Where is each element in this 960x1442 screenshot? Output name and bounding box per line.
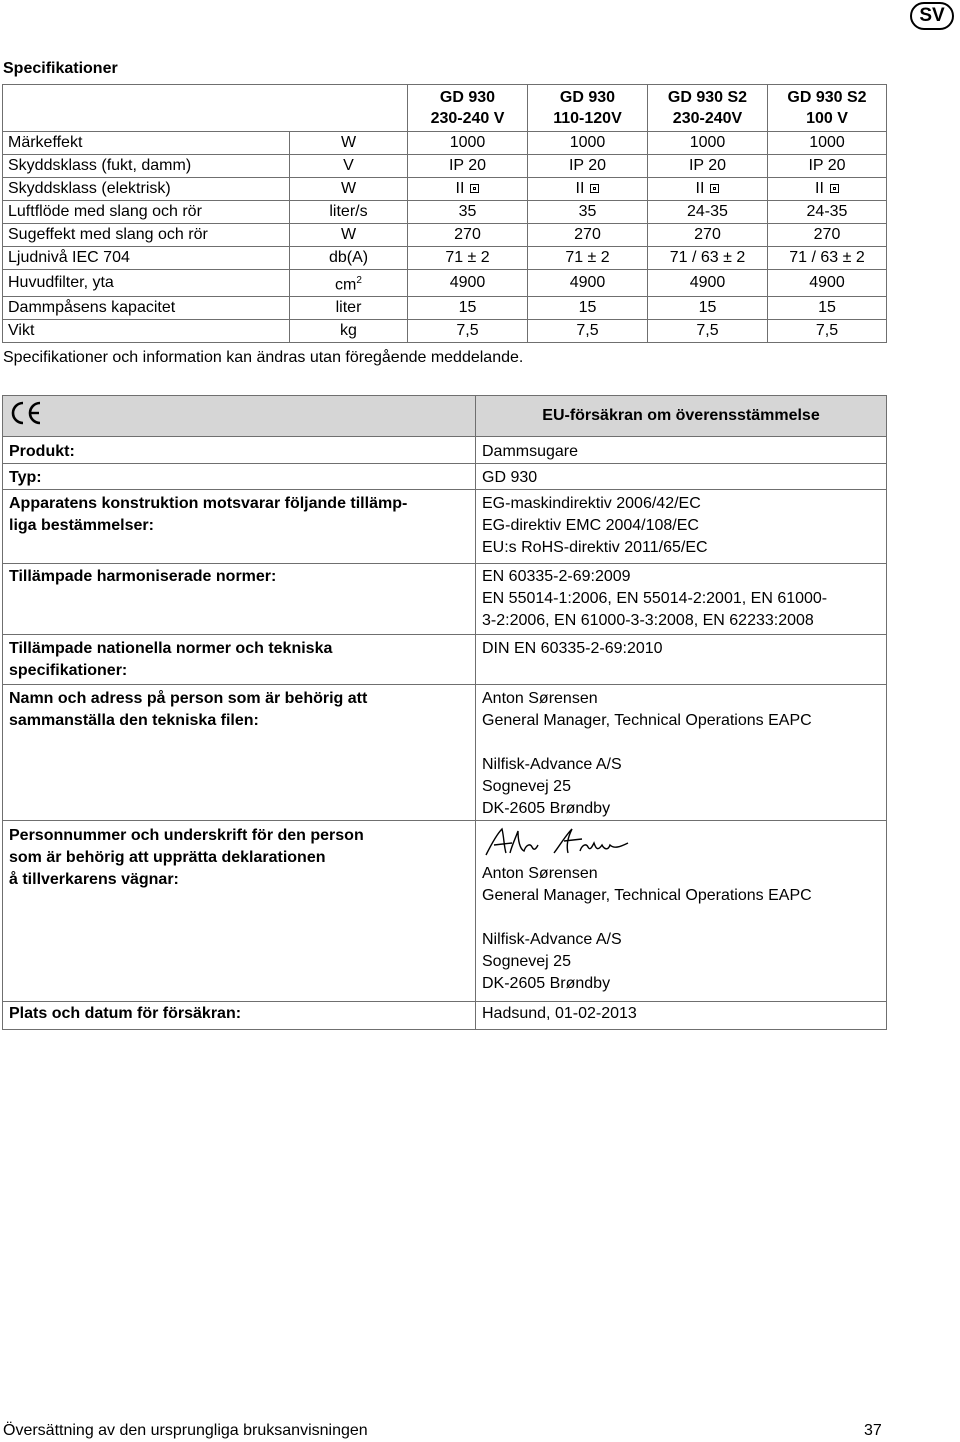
- declaration-row: [3, 1002, 887, 1030]
- declaration-row: [3, 564, 887, 635]
- cell-value: II: [648, 178, 768, 201]
- directives-label: Apparatens konstruktion motsvarar följande tillämp- liga bestämmelser:: [3, 490, 476, 564]
- row-unit: $cm^2$: [290, 270, 408, 297]
- table-row: [3, 178, 887, 201]
- declaration-title: EU-försäkran om överensstämmelse: [476, 396, 887, 437]
- declaration-row: [3, 685, 887, 821]
- spec-header-row: [3, 85, 887, 132]
- cell-value: 71 / 63 ± 2: [768, 247, 887, 270]
- cell-value: IP 20: [768, 155, 887, 178]
- product-label: Produkt:: [3, 437, 476, 464]
- spec-header-model: GD 930 S2 230-240V: [648, 85, 768, 132]
- spec-title: Specifikationer: [3, 60, 118, 77]
- cell-value: 15: [528, 297, 648, 320]
- row-unit: db(A): [290, 247, 408, 270]
- declaration-header-row: [3, 396, 887, 437]
- cell-value: 7,5: [648, 320, 768, 343]
- cell-value: 35: [408, 201, 528, 224]
- table-row: [3, 201, 887, 224]
- cell-value: 24-35: [648, 201, 768, 224]
- cell-value: 1000: [768, 132, 887, 155]
- double-insulation-icon: [590, 184, 599, 193]
- national-label: Tillämpade nationella normer och tekniska specifikationer:: [3, 635, 476, 685]
- tech-file-label: Namn och adress på person som är behörig att sammanställa den tekniska filen:: [3, 685, 476, 821]
- tech-file-value: Anton Sørensen General Manager, Technical Operations EAPC Nilfisk-Advance A/S Sognevej 25 DK-2605 Brøndby: [476, 685, 887, 821]
- cell-value: 4900: [408, 270, 528, 297]
- cell-value: 71 ± 2: [408, 247, 528, 270]
- signature-label: Personnummer och underskrift för den person som är behörig att upprätta deklarationen å tillverkarens vägnar:: [3, 821, 476, 1002]
- row-label: Luftflöde med slang och rör: [3, 201, 290, 224]
- ce-mark: [3, 396, 476, 437]
- cell-value: IP 20: [408, 155, 528, 178]
- double-insulation-icon: [470, 184, 479, 193]
- spec-header-model: GD 930 110-120V: [528, 85, 648, 132]
- cell-value: 4900: [648, 270, 768, 297]
- spec-note: Specifikationer och information kan ändras utan föregående meddelande.: [3, 349, 524, 366]
- eu-declaration-table: [2, 395, 887, 1030]
- row-unit: liter/s: [290, 201, 408, 224]
- cell-value: 7,5: [768, 320, 887, 343]
- footer-text: Översättning av den ursprungliga bruksanvisningen: [3, 1422, 368, 1439]
- harmonised-value: EN 60335-2-69:2009 EN 55014-1:2006, EN 55014-2:2001, EN 61000- 3-2:2006, EN 61000-3-3:2008, EN 62233:2008: [476, 564, 887, 635]
- table-row: [3, 132, 887, 155]
- cell-value: 24-35: [768, 201, 887, 224]
- cell-value: 1000: [528, 132, 648, 155]
- product-value: Dammsugare: [476, 437, 887, 464]
- cell-value: 7,5: [408, 320, 528, 343]
- row-label: Skyddsklass (fukt, damm): [3, 155, 290, 178]
- language-badge: SV: [910, 2, 954, 30]
- row-unit: W: [290, 224, 408, 247]
- declaration-row: [3, 490, 887, 564]
- cell-value: 71 ± 2: [528, 247, 648, 270]
- row-unit: W: [290, 132, 408, 155]
- row-unit: kg: [290, 320, 408, 343]
- place-value: Hadsund, 01-02-2013: [476, 1002, 887, 1030]
- cell-value: 270: [648, 224, 768, 247]
- cell-value: II: [768, 178, 887, 201]
- declaration-row: [3, 821, 887, 1002]
- spec-table: [2, 84, 887, 343]
- spec-header-model: GD 930 S2 100 V: [768, 85, 887, 132]
- directives-value: EG-maskindirektiv 2006/42/EC EG-direktiv EMC 2004/108/EC EU:s RoHS-direktiv 2011/65/EC: [476, 490, 887, 564]
- cell-value: 270: [408, 224, 528, 247]
- cell-value: 15: [648, 297, 768, 320]
- table-row: [3, 320, 887, 343]
- cell-value: 15: [408, 297, 528, 320]
- cell-value: II: [408, 178, 528, 201]
- row-unit: W: [290, 178, 408, 201]
- row-unit: V: [290, 155, 408, 178]
- cell-value: 7,5: [528, 320, 648, 343]
- table-row: [3, 155, 887, 178]
- cell-value: 4900: [528, 270, 648, 297]
- cell-value: II: [528, 178, 648, 201]
- double-insulation-icon: [710, 184, 719, 193]
- double-insulation-icon: [830, 184, 839, 193]
- cell-value: 270: [768, 224, 887, 247]
- cell-value: 71 / 63 ± 2: [648, 247, 768, 270]
- declaration-row: [3, 464, 887, 490]
- cell-value: 4900: [768, 270, 887, 297]
- cell-value: IP 20: [528, 155, 648, 178]
- type-label: Typ:: [3, 464, 476, 490]
- handwritten-signature: [482, 823, 642, 863]
- declaration-row: [3, 635, 887, 685]
- place-label: Plats och datum för försäkran:: [3, 1002, 476, 1030]
- row-label: Ljudnivå IEC 704: [3, 247, 290, 270]
- cell-value: 15: [768, 297, 887, 320]
- table-row: [3, 224, 887, 247]
- cell-value: 35: [528, 201, 648, 224]
- row-label: Skyddsklass (elektrisk): [3, 178, 290, 201]
- row-label: Vikt: [3, 320, 290, 343]
- table-row: [3, 270, 887, 297]
- signature-value: Anton Sørensen General Manager, Technical Operations EAPC Nilfisk-Advance A/S Sognevej 25 DK-2605 Brøndby: [476, 821, 887, 1002]
- table-row: [3, 297, 887, 320]
- row-label: Märkeffekt: [3, 132, 290, 155]
- cell-value: 1000: [648, 132, 768, 155]
- national-value: DIN EN 60335-2-69:2010: [476, 635, 887, 685]
- cell-value: IP 20: [648, 155, 768, 178]
- declaration-row: [3, 437, 887, 464]
- cell-value: 1000: [408, 132, 528, 155]
- harmonised-label: Tillämpade harmoniserade normer:: [3, 564, 476, 635]
- row-label: Huvudfilter, yta: [3, 270, 290, 297]
- type-value: GD 930: [476, 464, 887, 490]
- spec-header-empty: [3, 85, 408, 132]
- page-number: 37: [864, 1422, 882, 1439]
- row-label: Sugeffekt med slang och rör: [3, 224, 290, 247]
- table-row: [3, 247, 887, 270]
- row-label: Dammpåsens kapacitet: [3, 297, 290, 320]
- ce-mark-icon: [9, 399, 43, 427]
- spec-header-model: GD 930 230-240 V: [408, 85, 528, 132]
- cell-value: 270: [528, 224, 648, 247]
- row-unit: liter: [290, 297, 408, 320]
